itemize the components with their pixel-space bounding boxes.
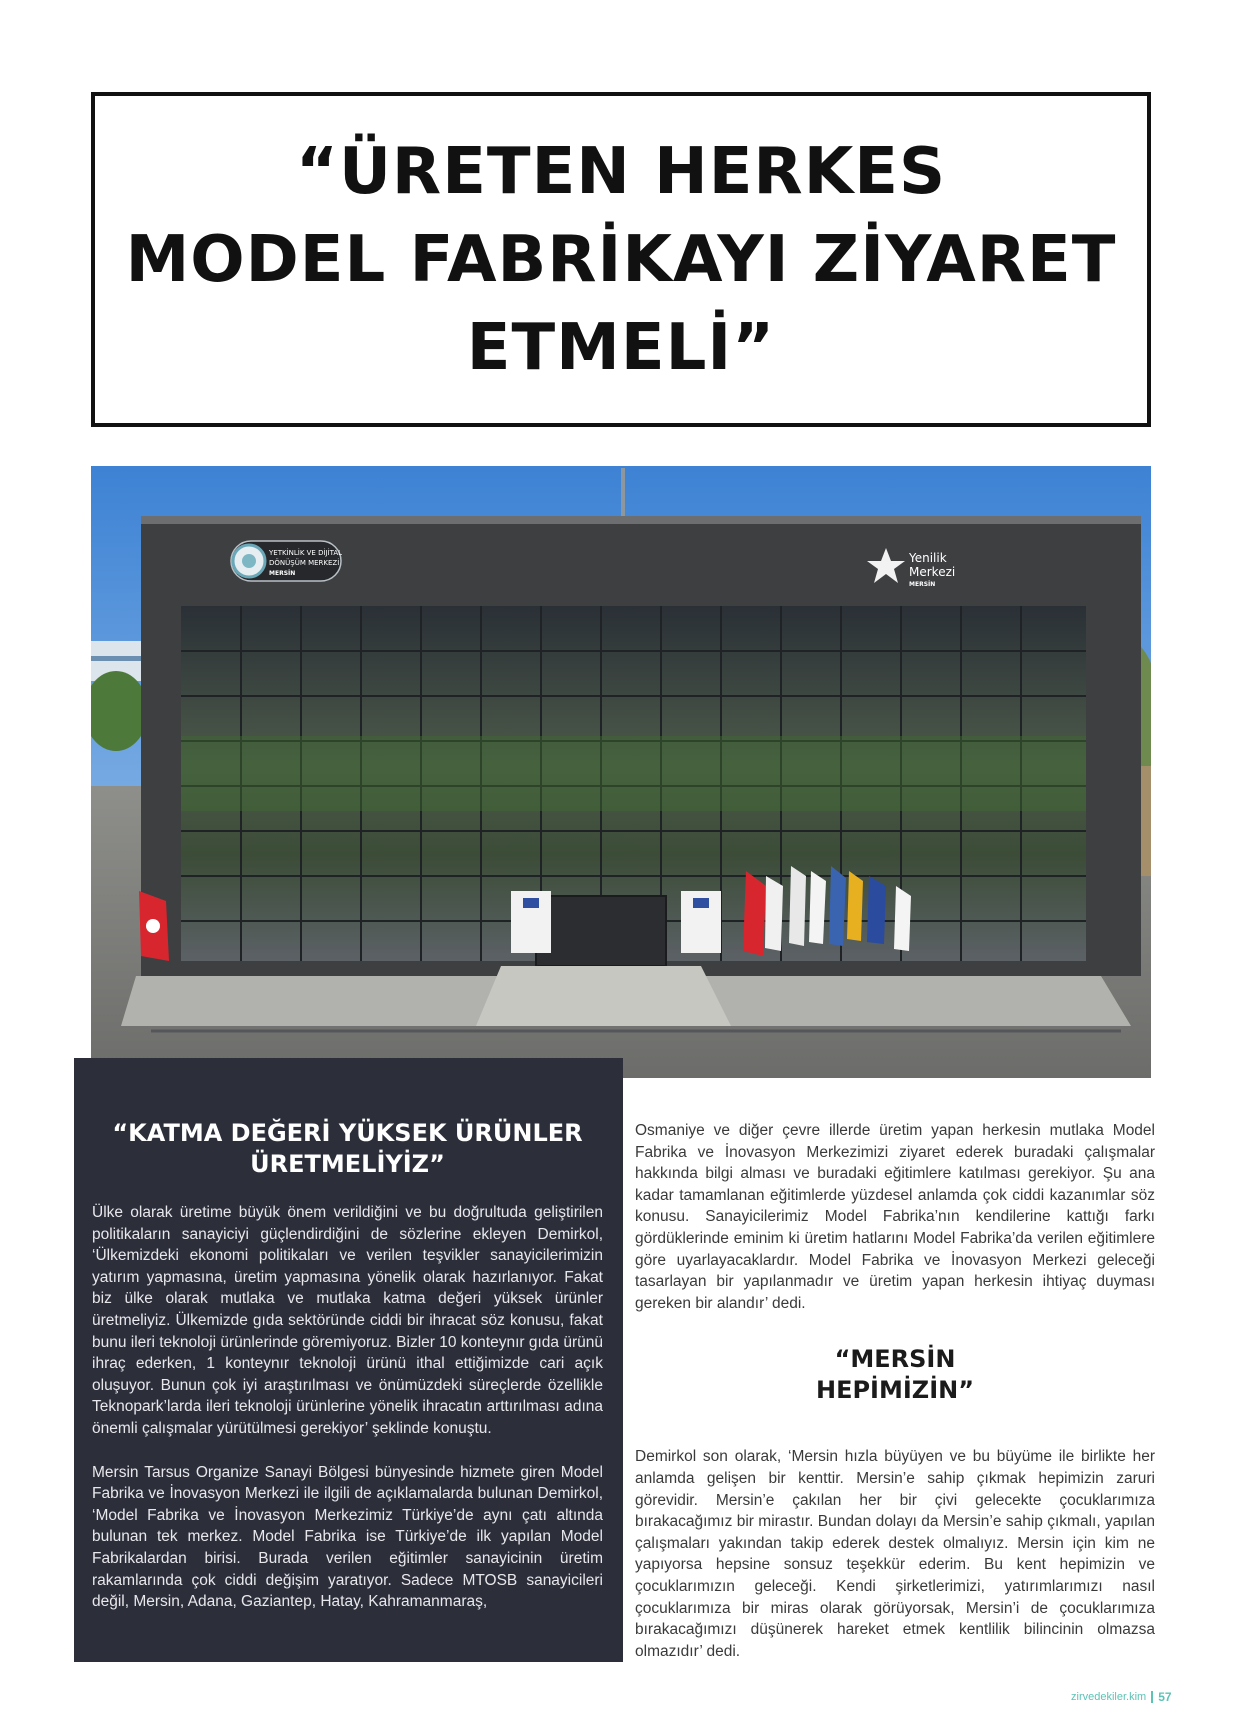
sign-left-text-3: MERSİN [269,570,296,577]
sign-right-text-2: Merkezi [909,565,956,579]
left-column-paragraph-1: Ülke olarak üretime büyük önem verildiğini ve bu doğrultuda geliştirilen politikaların sanayiciyi güçlendirdiğini de sözlerine ekleyen Demirkol, ‘Ülkemizdeki ekonomi politikaları ve verilen teşvikler sanayicilerimizin yatırım yapmasına, üretim yapmasına yönelik olarak hazırlanıyor. Fakat biz ülke olarak mutlaka ve mutlaka katma değeri yüksek ürünler üretmeliyiz. Ülkemizde gıda sektöründe ciddi bir ihracat söz konusu, fakat bunu ileri teknoloji ürünlerinde göremiyoruz. Bizler 10 konteynır gıda ürünü ihraç ederken, 1 konteynır teknoloji ürünü ithal ettiğimizde cari açık oluşuyor. Bunun çok iyi araştırılması ve önümüzdeki süreçlerde özellikle Teknopark’larda ileri teknoloji ürünlerine yönelik ihracatın arttırılması adına önemli çalışmalar yürütülmesi gerekiyor’ şeklinde konuştu. [92,1204,603,1437]
page-number: 57 [1158,1690,1172,1704]
right-heading-line-1: “MERSİN [834,1345,956,1374]
sign-left [231,541,342,581]
right-column-heading [635,1344,1155,1406]
sign-left-text-1: YETKİNLİK VE DİJİTAL [269,549,343,557]
building-photo [91,466,1151,1078]
left-column-heading: “KATMA DEĞERİ YÜKSEK ÜRÜNLER ÜRETMELİYİZ” [112,1119,583,1178]
page-footer [1071,1689,1172,1705]
right-column-paragraph-1: Osmaniye ve diğer çevre illerde üretim yapan herkesin mutlaka Model Fabrika ve İnovasyon Merkezimizi ziyaret ederek buradaki çalışmalar hakkında bilgi alması ve buradaki eğitimlere katılması gerekiyor. Şu ana kadar tamamlanan eğitimlerde yüzdesel anlamda çok ciddi kazanımlar söz konusu. Sanayicilerimiz Model Fabrika’nın kendilerine kattığı farkı gördüklerinde eminim ki üretim hatlarını Model Fabrika’da verilen eğitimlere göre uyarlayacaklardır. Model Fabrika ve İnovasyon Merkezi geleceği tasarlayan bir yapılanmadır ve üretim yapan herkesin ihtiyaç duyması gereken bir alandır’ dedi. [635,1122,1155,1312]
headline-line-2: MODEL FABRİKAYI ZİYARET [125,222,1117,297]
sign-right-text-1: Yenilik [909,551,947,565]
sign-right-text-3: MERSİN [909,581,936,588]
headline-box [91,92,1151,427]
left-column-panel [74,1058,623,1662]
right-heading-line-2: HEPİMİZİN” [815,1376,974,1405]
headline-line-1: “ÜRETEN HERKES [295,134,947,209]
left-column-paragraph-2: Mersin Tarsus Organize Sanayi Bölgesi bünyesinde hizmete giren Model Fabrika ve İnovasyon Merkezi ile ilgili de açıklamalarda bulunan Demirkol, ‘Model Fabrika ve İnovasyon Merkezimiz Türkiye’de aynı çatı altında bulunan tek merkez. Model Fabrika ise Türkiye’de ilk yapılan Model Fabrikalardan birisi. Burada verilen eğitimler sanayicinin üretim rakamlarında çok ciddi değişim yaratıyor. Sadece MTOSB sanayicileri değil, Mersin, Adana, Gaziantep, Hatay, Kahramanmaraş, [92,1463,603,1611]
headline-line-3: ETMELİ” [466,310,776,385]
right-column-paragraph-2: Demirkol son olarak, ‘Mersin hızla büyüyen ve bu büyüme ile birlikte her anlamda gelişen bir kenttir. Mersin’e sahip çıkmak hepimizin zaruri görevidir. Mersin’e çakılan her bir çivi gelecekte çocuklarımıza bırakacağımız bir mirastır. Bundan dolayı da Mersin’e sahip çıkmalı, yapılan çalışmaları yakından takip ederek destek olmalıyız. Mersin için kim ne yapıyorsa hepsine sonsuz teşekkür ederim. Bu kent hepimizin ve çocuklarımızın geleceği. Kendi şirketlerimizi, yatırımlarımızı nasıl çocuklarımıza bir miras olarak görüyorsak, Mersin’i de çocuklarımıza bırakacağımızı düşünerek hareket etmek kentlilik bilincinin olmazsa olmazıdır’ dedi. [635,1448,1155,1660]
footer-divider [1151,1691,1153,1703]
footer-site: zirvedekiler.kim [1071,1691,1147,1703]
sign-left-text-2: DÖNÜŞÜM MERKEZİ [269,559,340,567]
right-column [635,1120,1155,1662]
